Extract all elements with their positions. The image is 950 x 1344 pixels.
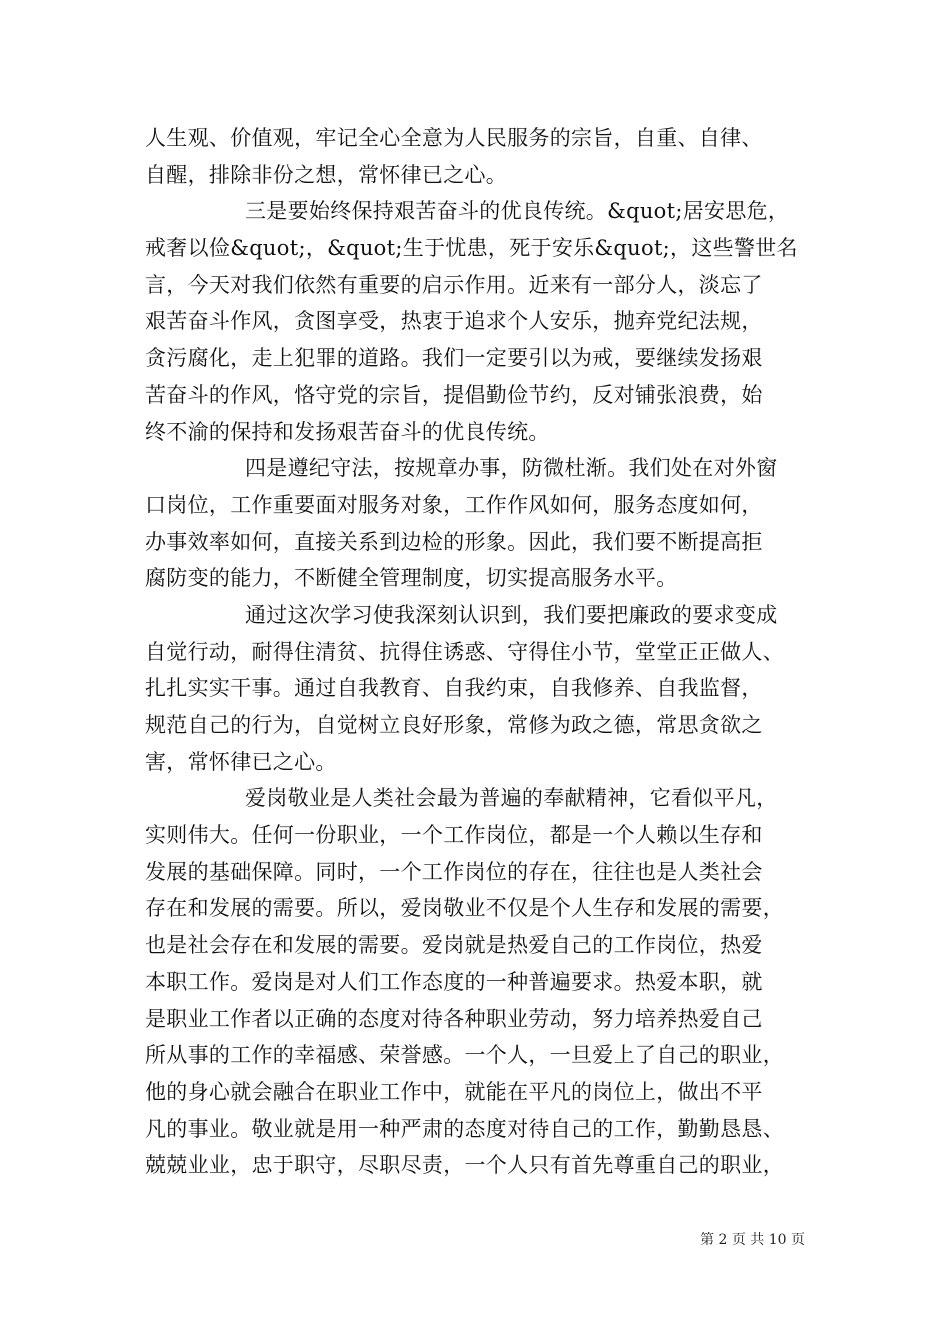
text-line: 害，常怀律已之心。 (145, 749, 337, 774)
text-line: 口岗位，工作重要面对服务对象，工作作风如何，服务态度如何， (145, 492, 763, 517)
text-line: 他的身心就会融合在职业工作中，就能在平凡的岗位上，做出不平 (145, 1079, 763, 1104)
text-line: 是职业工作者以正确的态度对待各种职业劳动，努力培养热爱自己 (145, 1006, 763, 1031)
text-line: 扎扎实实干事。通过自我教育、自我约束，自我修养、自我监督， (145, 676, 763, 701)
paragraph-p5 (145, 780, 815, 1184)
text-line: 戒奢以俭&quot;，&quot;生于忧患，死于安乐&quot;，这些警世名 (145, 236, 798, 261)
text-line: 发展的基础保障。同时，一个工作岗位的存在，往往也是人类社会 (145, 859, 763, 884)
text-line: 自醒，排除非份之想，常怀律已之心。 (145, 162, 508, 187)
paragraph-p4 (145, 597, 815, 780)
paragraph-p3 (145, 450, 815, 597)
text-line: 人生观、价值观，牢记全心全意为人民服务的宗旨，自重、自律、 (145, 126, 763, 150)
text-line: 贪污腐化，走上犯罪的道路。我们一定要引以为戒，要继续发扬艰 (145, 346, 763, 371)
paragraph-p2 (145, 193, 815, 450)
text-line: 凡的事业。敬业就是用一种严肃的态度对待自己的工作，勤勤恳恳、 (145, 1116, 784, 1141)
text-line: 兢兢业业，忠于职守，尽职尽责，一个人只有首先尊重自己的职业， (145, 1153, 784, 1178)
text-line: 自觉行动，耐得住清贫、抗得住诱惑、守得住小节，堂堂正正做人、 (145, 639, 784, 664)
text-line: 艰苦奋斗作风，贪图享受，热衷于追求个人安乐，抛弃党纪法规， (145, 309, 763, 334)
text-line: 终不渝的保持和发扬艰苦奋斗的优良传统。 (145, 419, 550, 444)
document-body (145, 120, 815, 1184)
text-line: 爱岗敬业是人类社会最为普遍的奉献精神，它看似平凡， (245, 786, 778, 811)
page-number-footer: 第 2 页 共 10 页 (700, 1232, 805, 1248)
text-line: 本职工作。爱岗是对人们工作态度的一种普遍要求。热爱本职，就 (145, 969, 763, 994)
text-line: 苦奋斗的作风，恪守党的宗旨，提倡勤俭节约，反对铺张浪费，始 (145, 382, 763, 407)
text-line: 四是遵纪守法，按规章办事，防微杜渐。我们处在对外窗 (245, 456, 778, 481)
text-line: 存在和发展的需要。所以，爱岗敬业不仅是个人生存和发展的需要， (145, 896, 784, 921)
text-line: 通过这次学习使我深刻认识到，我们要把廉政的要求变成 (245, 602, 778, 627)
text-line: 办事效率如何，直接关系到边检的形象。因此，我们要不断提高拒 (145, 529, 763, 554)
text-line: 也是社会存在和发展的需要。爱岗就是热爱自己的工作岗位，热爱 (145, 933, 763, 958)
text-line: 腐防变的能力，不断健全管理制度，切实提高服务水平。 (145, 566, 678, 591)
text-line: 所从事的工作的幸福感、荣誉感。一个人，一旦爱上了自己的职业， (145, 1043, 784, 1068)
text-line: 三是要始终保持艰苦奋斗的优良传统。&quot;居安思危， (245, 199, 790, 224)
text-line: 规范自己的行为，自觉树立良好形象，常修为政之德，常思贪欲之 (145, 713, 763, 737)
text-line: 言，今天对我们依然有重要的启示作用。近来有一部分人，淡忘了 (145, 272, 763, 297)
paragraph-p1 (145, 120, 815, 193)
text-line: 实则伟大。任何一份职业，一个工作岗位，都是一个人赖以生存和 (145, 823, 763, 848)
